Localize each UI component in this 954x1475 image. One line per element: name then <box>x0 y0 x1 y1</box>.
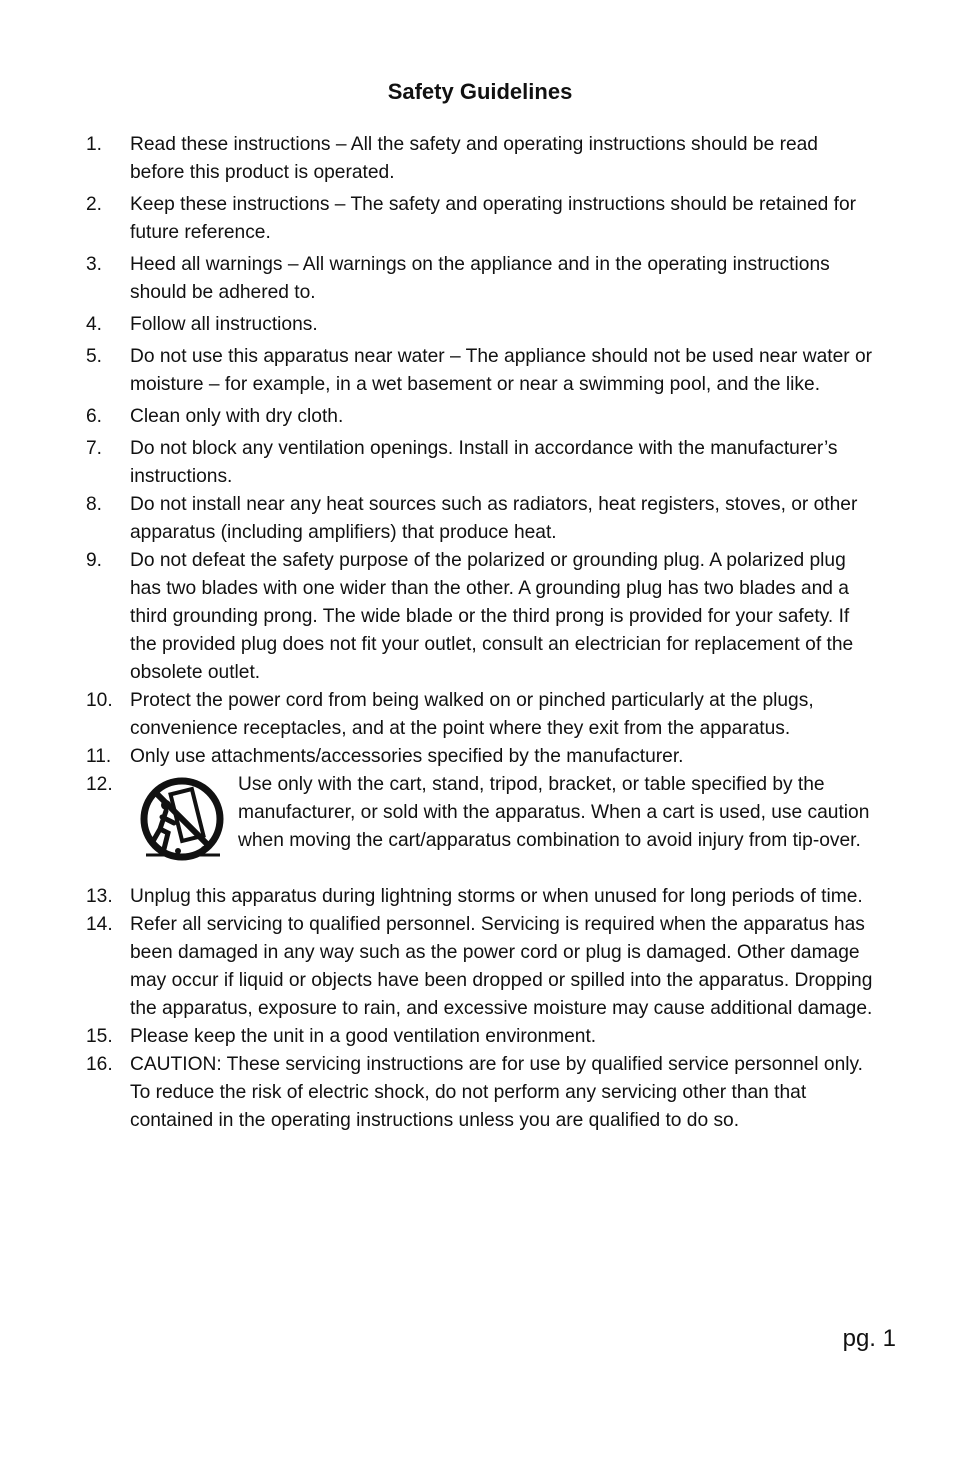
item-number: 16. <box>86 1054 113 1075</box>
safety-guidelines-list <box>86 131 876 1135</box>
list-item <box>86 911 876 1023</box>
item-text: Read these instructions – All the safety and operating instructions should be read before this product is operated. <box>130 134 818 183</box>
item-number: 8. <box>86 494 103 515</box>
item-number: 4. <box>86 314 103 335</box>
item-text: Please keep the unit in a good ventilation environment. <box>130 1026 597 1047</box>
list-item <box>86 191 876 247</box>
item-number: 14. <box>86 914 113 935</box>
list-item <box>86 251 876 307</box>
item-number: 15. <box>86 1026 113 1047</box>
item-text: Clean only with dry cloth. <box>130 406 344 427</box>
item-number: 11. <box>86 746 112 767</box>
page-title: Safety Guidelines <box>387 79 573 104</box>
item-number: 1. <box>86 134 103 155</box>
item-number: 7. <box>86 438 103 459</box>
list-item <box>86 687 876 743</box>
list-item <box>86 435 876 491</box>
list-item <box>86 343 876 399</box>
list-item <box>86 131 876 187</box>
list-item <box>86 771 876 883</box>
item-text: Protect the power cord from being walked on or pinched particularly at the plugs, convenience receptacles, and at the point where they exit from the apparatus. <box>130 690 814 739</box>
page-number: pg. 1 <box>842 1325 896 1352</box>
item-number: 13. <box>86 886 113 907</box>
item-text: Only use attachments/accessories specified by the manufacturer. <box>130 746 684 767</box>
item-number: 12. <box>86 774 113 795</box>
item-text: Unplug this apparatus during lightning storms or when unused for long periods of time. <box>130 886 863 907</box>
item-text: Do not install near any heat sources such as radiators, heat registers, stoves, or other apparatus (including amplifiers) that produce heat. <box>130 494 858 543</box>
cart-tip-over-icon <box>138 777 226 863</box>
item-text: Do not defeat the safety purpose of the polarized or grounding plug. A polarized plug has two blades with one wider than the other. A grounding plug has two blades and a third grounding prong. The wide blade or the third prong is provided for your safety. If the provided plug does not fit your outlet, consult an electrician for replacement of the obsolete outlet. <box>130 550 854 683</box>
list-item <box>86 547 876 687</box>
item-number: 2. <box>86 194 103 215</box>
list-item <box>86 403 876 431</box>
item-text: Heed all warnings – All warnings on the appliance and in the operating instructions should be adhered to. <box>130 254 830 303</box>
item-number: 9. <box>86 550 103 571</box>
item-text: Keep these instructions – The safety and operating instructions should be retained for future reference. <box>130 194 857 243</box>
item-number: 5. <box>86 346 103 367</box>
item-text: Use only with the cart, stand, tripod, bracket, or table specified by the manufacturer, or sold with the apparatus. When a cart is used, use caution when moving the cart/apparatus combination to avoid injury from tip-over. <box>238 774 870 851</box>
item-text: CAUTION: These servicing instructions are for use by qualified service personnel only. To reduce the risk of electric shock, do not perform any servicing other than that contained in the operating instructions unless you are qualified to do so. <box>130 1054 864 1131</box>
list-item <box>86 883 876 911</box>
list-item <box>86 491 876 547</box>
list-item <box>86 1051 876 1135</box>
item-text: Refer all servicing to qualified personnel. Servicing is required when the apparatus has been damaged in any way such as the power cord or plug is damaged. Other damage may occur if liquid or objects have been dropped or spilled into the apparatus. Dropping the apparatus, exposure to rain, and excessive moisture may cause additional damage. <box>130 914 873 1019</box>
list-item <box>86 311 876 339</box>
item-number: 3. <box>86 254 103 275</box>
list-item <box>86 743 876 771</box>
item-text: Do not block any ventilation openings. Install in accordance with the manufacturer’s instructions. <box>130 438 838 487</box>
list-item <box>86 1023 876 1051</box>
item-text: Do not use this apparatus near water – The appliance should not be used near water or moisture – for example, in a wet basement or near a swimming pool, and the like. <box>130 346 873 395</box>
item-number: 6. <box>86 406 103 427</box>
item-text: Follow all instructions. <box>130 314 318 335</box>
item-number: 10. <box>86 690 113 711</box>
